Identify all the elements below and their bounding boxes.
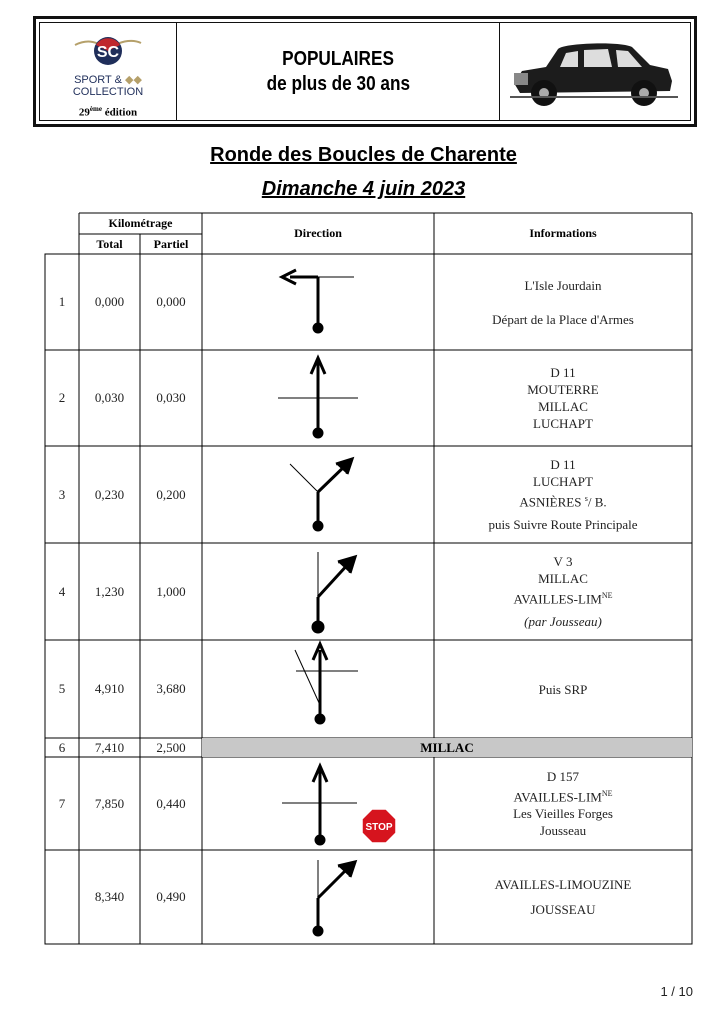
direction-header: Direction — [294, 226, 342, 240]
row-info: V 3 MILLAC AVAILLES-$LIM^{NE}$ (par Jousseau) — [513, 553, 613, 630]
stop-sign-icon — [361, 808, 397, 844]
row-info: D 11 MOUTERRE MILLAC LUCHAPT — [527, 365, 599, 431]
row-partiel: 0,030 — [156, 390, 186, 405]
tulip-diagram-3 — [290, 459, 352, 530]
event-date: Dimanche 4 juin 2023 — [261, 178, 466, 200]
svg-text:STOP: STOP — [365, 822, 393, 833]
row-number: 3 — [58, 486, 66, 502]
tulip-diagram-8 — [314, 860, 355, 935]
logo-emblem-icon — [73, 29, 143, 73]
row-number: 2 — [58, 390, 66, 405]
row-partiel: 0,000 — [156, 294, 186, 309]
row-info: L'Isle Jourdain Départ de la Place d'Armes — [492, 277, 634, 327]
title-line2: de plus de 30 ans — [266, 72, 410, 95]
row-number: 1 — [58, 294, 66, 309]
tulip-diagram-1 — [282, 270, 354, 332]
row-total: 7,410 — [94, 739, 125, 755]
logo-text-line2: COLLECTION — [72, 86, 144, 98]
tulip-diagram-5 — [295, 644, 358, 723]
row-number: 5 — [58, 681, 66, 696]
event-title: Ronde des Boucles de Charente — [210, 144, 517, 166]
row-partiel: 0,440 — [156, 795, 186, 811]
row-number — [45, 850, 79, 944]
row-total: 1,230 — [94, 583, 125, 599]
row-total: 0,030 — [94, 390, 125, 405]
row-partiel: 0,200 — [156, 486, 186, 502]
row-partiel: 3,680 — [156, 681, 186, 696]
sport-collection-logo: SC SPORT & ◆◆ COLLECTION 29ème édition — [40, 23, 177, 120]
informations-header: Informations — [529, 226, 597, 240]
row-total: 4,910 — [94, 681, 125, 696]
svg-text:SC: SC — [96, 44, 120, 61]
row-number: 6 — [58, 739, 66, 755]
row-info: D 157 AVAILLES-$LIM^{NE}$ Les Vieilles Forges Jousseau — [513, 768, 613, 839]
edition-label: 29ème édition — [78, 105, 138, 119]
row-number: 4 — [58, 583, 66, 599]
tulip-diagram-4 — [313, 552, 355, 632]
title-line1: POPULAIRES — [282, 47, 394, 70]
tulip-diagram-2 — [278, 358, 358, 437]
row-total: 8,340 — [94, 889, 125, 904]
row-total: 0,230 — [94, 486, 125, 502]
row-info: D 11 LUCHAPT ASNIÈRES $^s$/ B. puis Suivre Route Principale — [488, 456, 638, 533]
header-banner — [33, 16, 697, 127]
row-total: 0,000 — [94, 294, 125, 309]
row-total: 7,850 — [94, 795, 125, 811]
row-info: AVAILLES-LIMOUZINE JOUSSEAU — [494, 877, 632, 917]
total-header: Total — [96, 236, 123, 251]
logo-text-line1: SPORT & — [74, 74, 122, 86]
category-title — [177, 23, 500, 120]
vintage-car-image — [500, 23, 690, 120]
row-info: Puis SRP — [538, 681, 588, 697]
row-number: 7 — [58, 795, 66, 811]
page-number: 1 / 10 — [660, 984, 693, 999]
row-partiel: 1,000 — [156, 583, 186, 599]
car-icon — [500, 23, 690, 126]
tulip-diagram-7 — [282, 766, 357, 844]
row-partiel: 2,500 — [156, 739, 186, 755]
town-banner: MILLAC — [202, 738, 692, 757]
partiel-header: Partiel — [153, 236, 189, 251]
row-partiel: 0,490 — [156, 889, 186, 904]
kilometrage-header: Kilométrage — [108, 216, 173, 230]
